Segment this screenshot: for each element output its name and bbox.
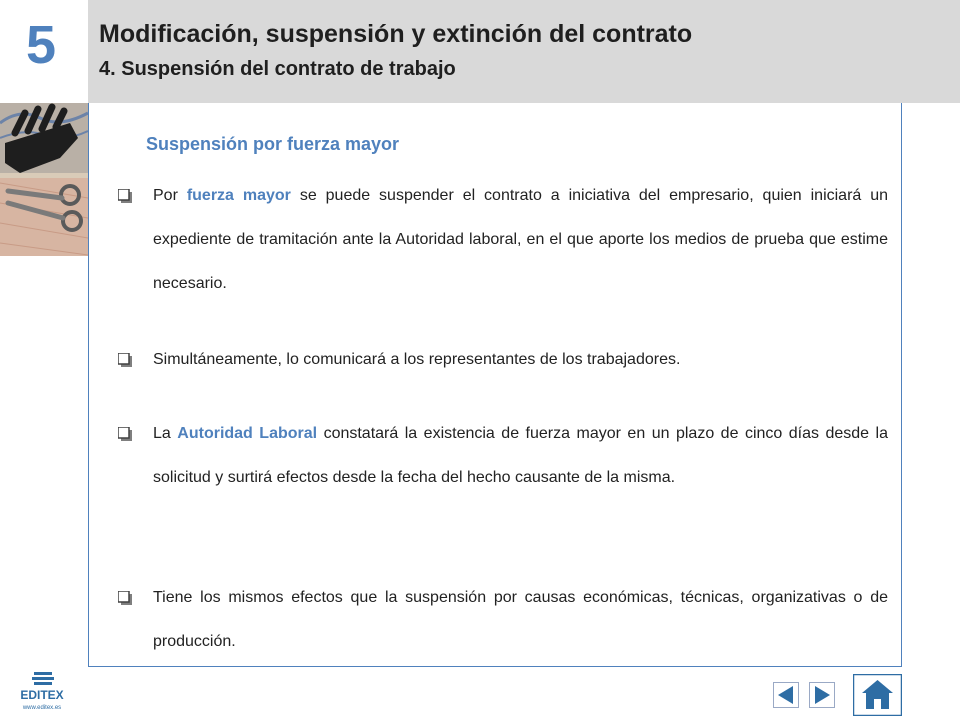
highlight-term: Autoridad Laboral — [177, 425, 318, 442]
triangle-left-icon — [773, 682, 799, 708]
header-bar — [88, 0, 960, 103]
bullet-text: Tiene los mismos efectos que la suspensión por causas económicas, técnicas, organizativas o de producción. — [153, 589, 888, 650]
bullet-text: Por fuerza mayor se puede suspender el contrato a iniciativa del empresario, quien iniciará un expediente de tramitación ante la Autoridad laboral, en el que aporte los medios de prueba que estime necesario. — [153, 187, 889, 292]
logo-brand: EDITEX — [20, 688, 64, 702]
bullet-text: La Autoridad Laboral constatará la existencia de fuerza mayor en un plazo de cinco días desde la solicitud y surtirá efectos desde la fecha del hecho causante de la misma. — [153, 425, 889, 486]
home-icon — [853, 674, 902, 716]
bullet-item — [118, 576, 888, 664]
checkbox-bullet-icon — [118, 591, 132, 605]
bullet-item — [118, 412, 888, 500]
checkbox-bullet-icon — [118, 353, 132, 367]
page-title: Modificación, suspensión y extinción del contrato — [99, 20, 693, 48]
checkbox-bullet-icon — [118, 427, 132, 441]
highlight-term: fuerza mayor — [186, 187, 291, 204]
previous-button[interactable] — [773, 682, 799, 708]
next-button[interactable] — [809, 682, 835, 708]
home-button[interactable] — [853, 674, 902, 716]
triangle-right-icon — [809, 682, 835, 708]
bullet-item — [118, 338, 888, 382]
checkbox-bullet-icon — [118, 189, 132, 203]
editex-logo — [12, 668, 72, 712]
hand-scissors-image — [0, 103, 88, 256]
logo-url: www.editex.es — [22, 705, 62, 711]
section-heading: Suspensión por fuerza mayor — [146, 134, 400, 154]
bullet-text: Simultáneamente, lo comunicará a los representantes de los trabajadores. — [153, 351, 681, 368]
bullet-item — [118, 174, 888, 306]
page-subtitle: 4. Suspensión del contrato de trabajo — [99, 58, 456, 80]
chapter-number: 5 — [26, 15, 57, 75]
